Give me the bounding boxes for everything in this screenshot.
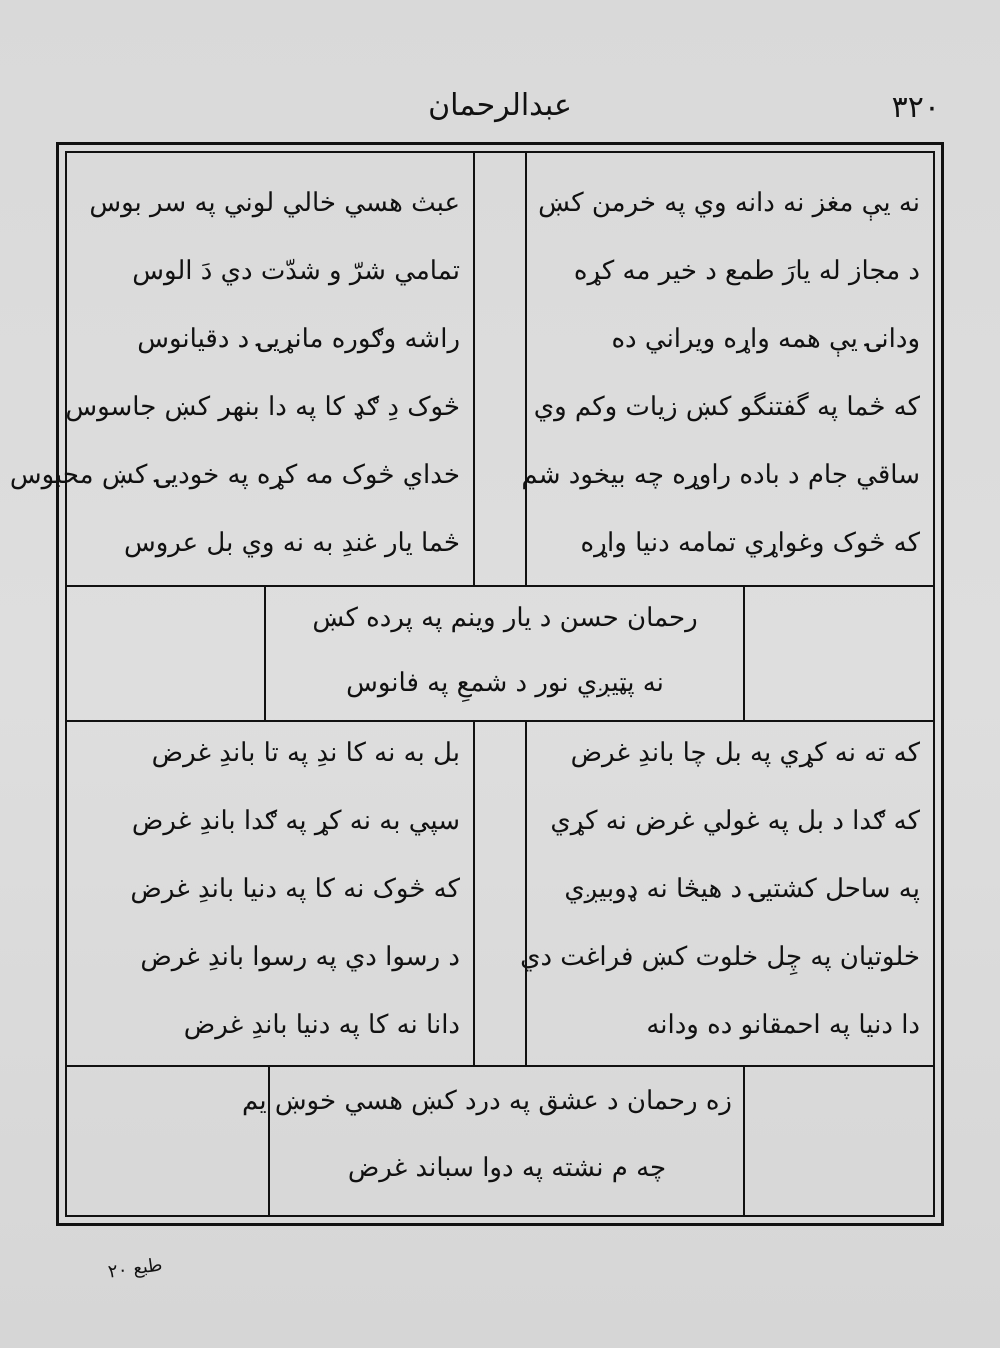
verse-line: بل به نه کا ندِ په تا باندِ غرض <box>151 738 460 768</box>
signature-verse-line: زه رحمان د عشق په درد کښ هسي خوښ يم <box>242 1086 732 1116</box>
signature-verse-line: رحمان حسن د يار وينم په پرده کښ <box>312 603 698 633</box>
verse-line: خداي څوک مه کړه په خوديۍ کښ محبوس <box>9 460 460 490</box>
verse-line: عبث هسي خالي لوني په سر بوس <box>89 188 460 218</box>
verse-line: دا دنيا په احمقانو ده ودانه <box>646 1010 920 1040</box>
verse-line: د مجاز له يارَ طمع د خير مه کړه <box>573 256 920 286</box>
column-divider-left-2 <box>473 720 475 1065</box>
verse-line: څما يار غندِ به نه وي بل عروس <box>123 528 460 558</box>
column-divider-left <box>473 151 475 585</box>
center-box-right <box>743 585 745 720</box>
printer-mark: طبع ٢٠ <box>106 1254 164 1283</box>
verse-line: د رسوا دي په رسوا باندِ غرض <box>140 942 460 972</box>
verse-line: دانا نه کا په دنيا باندِ غرض <box>183 1010 460 1040</box>
verse-line: خلوتيان په چِل خلوت کښ فراغت دي <box>520 942 920 972</box>
divider-3 <box>65 1065 935 1067</box>
divider-1 <box>65 585 935 587</box>
verse-line: په ساحل کشتيۍ د هيڅا نه ډوبيږي <box>564 874 920 904</box>
center-box-right-2 <box>743 1065 745 1217</box>
verse-line: ساقي جام د باده راوړه چه بيخود شم <box>521 460 920 490</box>
column-divider-right <box>525 151 527 585</box>
signature-verse-line: نه پټيږي نور د شمعِ په فانوس <box>346 668 664 698</box>
center-box-left <box>264 585 266 720</box>
signature-verse-line: چه م نشته په دوا سباند غرض <box>347 1153 667 1183</box>
verse-line: که څما په گفتنگو کښ زيات وکم وي <box>533 392 920 422</box>
column-divider-right-2 <box>525 720 527 1065</box>
page-title: عبدالرحمان <box>428 88 572 123</box>
verse-line: تمامي شرّ و شدّت دي دَ الوس <box>132 256 460 286</box>
verse-line: که څوک نه کا په دنيا باندِ غرض <box>130 874 460 904</box>
verse-line: ودانۍ يې همه واړه ويراني ده <box>611 324 920 354</box>
verse-line: راشه وګوره مانړيۍ د دقيانوس <box>137 324 460 354</box>
verse-line: که څوک وغواړي تمامه دنيا واړه <box>580 528 920 558</box>
page-number: ۳۲۰ <box>891 90 940 125</box>
verse-line: که ګدا د بل په غولي غرض نه کړي <box>550 806 920 836</box>
verse-line: څوک دِ ګډ کا په دا بنهر کښ جاسوس <box>65 392 460 422</box>
verse-line: سپي به نه کړ په ګدا باندِ غرض <box>131 806 460 836</box>
divider-2 <box>65 720 935 722</box>
verse-line: نه يې مغز نه دانه وي په خرمن کښ <box>538 188 920 218</box>
verse-line: که ته نه کړي په بل چا باندِ غرض <box>570 738 920 768</box>
